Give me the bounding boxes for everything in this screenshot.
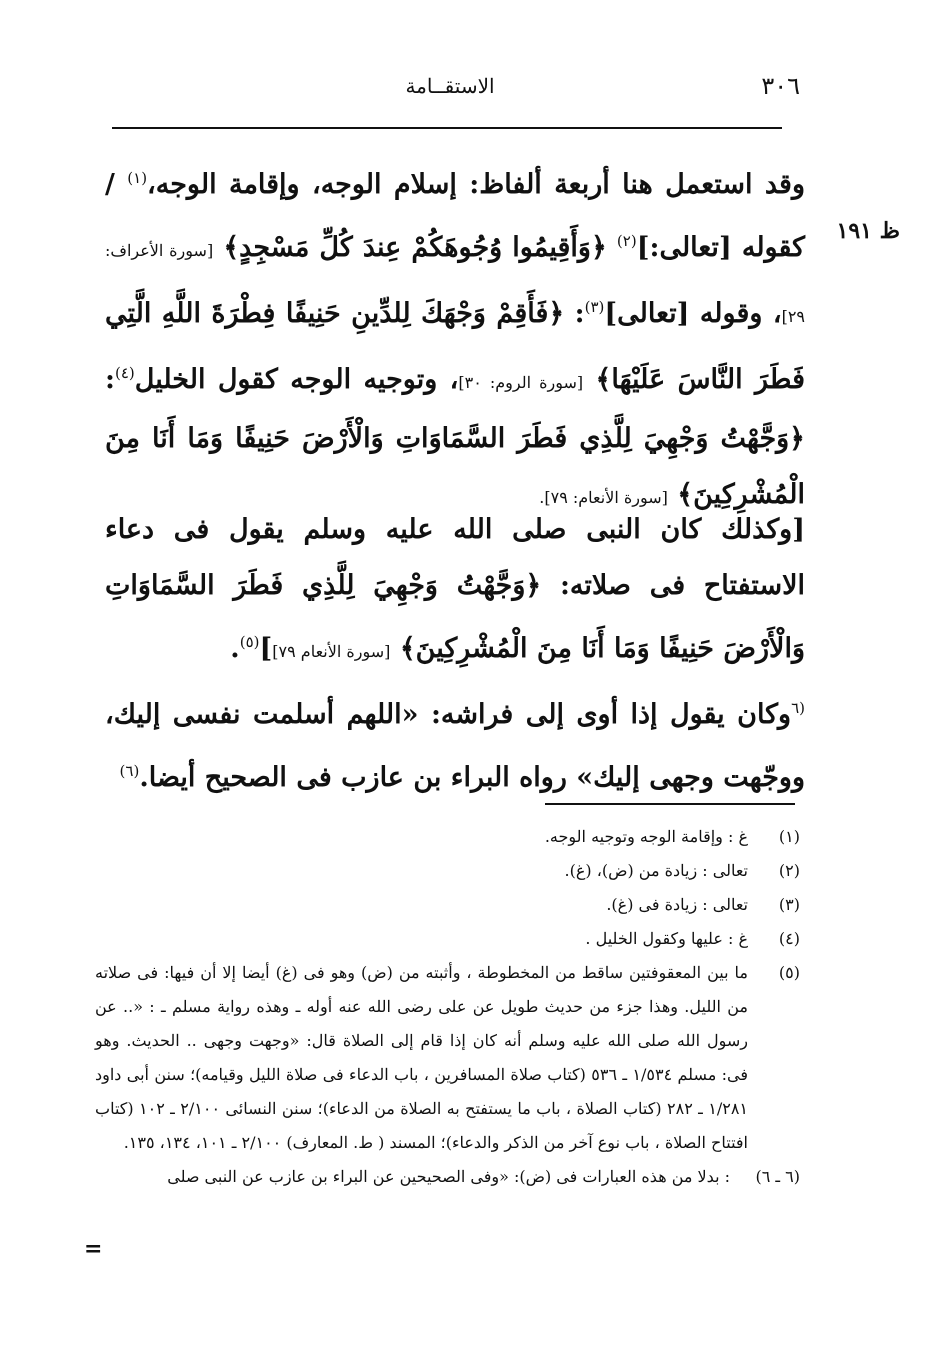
footnote-item [95,1160,800,1194]
quran-quote-3: : ﴿وَجَّهْتُ وَجْهِيَ لِلَّذِي فَطَرَ السَّمَاوَاتِ وَالْأَرْضَ حَنِيفًا وَمَا أَنَا مِنَ الْمُشْرِكِينَ﴾ [105,364,805,510]
footnotes [95,820,800,1194]
footnote-ref-2: (٢) [616,232,637,250]
paragraph-2-text-1: [وكذلك كان النبى صلى الله عليه وسلم يقول فى دعاء الاستفتاح فى صلاته: [105,514,805,601]
paragraph-1-text-2: ، وقوله [تعالى] [604,298,782,329]
footnote-separator [545,803,795,805]
surah-reference-1: [سورة الأعراف: ٢٩] [105,241,805,326]
paragraph-2-text-3: . [230,633,240,664]
footnote-number: (٥) [778,963,800,982]
quran-quote-4: ﴿وَجَّهْتُ وَجْهِيَ لِلَّذِي فَطَرَ السَّمَاوَاتِ وَالْأَرْضَ حَنِيفًا وَمَا أَنَا مِنَ الْمُشْرِكِينَ﴾ [105,570,805,664]
footnote-text: : بدلا من هذه العبارات فى (ض): «وفى الصحيحين عن البراء بن عازب عن النبى صلى [167,1167,730,1186]
footnote-number: (٢) [778,861,800,880]
quran-quote-1: ﴿وَأَقِيمُوا وُجُوهَكُمْ عِندَ كُلِّ مَسْجِدٍ﴾ [223,232,607,263]
surah-reference-2: [سورة الروم: ٣٠] [458,373,584,392]
paragraph-1-text-1: وقد استعمل هنا أربعة ألفاظ: إسلام الوجه، وإقامة الوجه، [147,169,805,200]
footnote-ref-1: (١) [127,169,148,187]
surah-reference-4: [سورة الأنعام ٧٩] [272,642,391,661]
quran-quote-2: : ﴿فَأَقِمْ وَجْهَكَ لِلدِّينِ حَنِيفًا فِطْرَةَ اللَّهِ الَّتِي فَطَرَ النَّاسَ عَلَيْهَا﴾ [105,298,805,395]
footnote-text: غ : عليها وكقول الخليل . [585,929,748,948]
paragraph-1 [105,150,805,526]
paragraph-3 [105,680,805,806]
footnote-ref-3: (٣) [584,298,605,316]
footnote-item [95,888,800,922]
footnote-number: (٤) [778,929,800,948]
footnote-item [95,922,800,956]
footnote-text: تعالى : زيادة فى (غ). [606,895,748,914]
footnote-item [95,956,800,1160]
paragraph-3-text: وكان يقول إذا أوى إلى فراشه: «اللهم أسلمت نفسى إليك، ووجّهت وجهى إليك» رواه البراء بن عازب فى الصحيح أيضا. [105,699,805,793]
running-title: الاستقــامة [405,74,495,98]
surah-reference-3: [سورة الأنعام: ٧٩]. [539,488,668,507]
header-rule [112,127,782,129]
paragraph-2 [105,502,805,680]
page-number: ٣٠٦ [761,72,800,100]
footnote-number: (١) [778,827,800,846]
continuation-mark: = [84,1236,103,1262]
footnote-ref-4: (٤) [114,364,135,382]
paragraph-1-text-3: ، وتوجيه الوجه كقول الخليل [134,364,459,395]
footnote-ref-5: (٥) [239,633,260,651]
footnote-text: غ : وإقامة الوجه وتوجيه الوجه. [544,827,748,846]
footnote-item [95,820,800,854]
footnote-ref-6-end: (٦) [119,762,140,780]
footnote-text: ما بين المعقوفتين ساقط من المخطوطة ، وأثبته من (ض) وهو فى (غ) أيضا إلا أن فيها: فى صلاته من الليل. وهذا جزء من حديث طويل عن على رضى الله عنه أوله ـ وهذه رواية مسلم ـ : «.. عن رسول الله صلى الله عليه وسلم أنه كان إذا قام إلى الصلاة قال: «وجهت وجهى .. الحديث. وهو فى: مسلم ١/٥٣٤ ـ ٥٣٦ (كتاب صلاة المسافرين ، باب الدعاء فى صلاة الليل وقيامه)؛ سنن أبى داود ١/٢٨١ ـ ٢٨٢ (كتاب الصلاة ، باب ما يستفتح به الصلاة من الدعاء)؛ سنن النسائى ٢/١٠٠ ـ ١٠٢ (كتاب افتتاح الصلاة ، باب نوع آخر من الذكر والدعاء)؛ المسند ( ط. المعارف) ٢/١٠٠ ـ ١٠١، ١٣٤، ١٣٥. [95,963,749,1152]
paragraph-1-text-1b: / كقوله [تعالى:] [105,169,806,263]
footnote-item [95,854,800,888]
footnote-text: تعالى : زيادة من (ض)، (غ). [564,861,748,880]
paragraph-2-text-2: ] [259,633,273,664]
footnote-number: (٦ ـ ٦) [755,1167,800,1186]
footnote-ref-6-start: (٦ [791,699,805,717]
footnote-number: (٣) [778,895,800,914]
manuscript-folio-note: ظ ١٩١ [836,218,900,244]
